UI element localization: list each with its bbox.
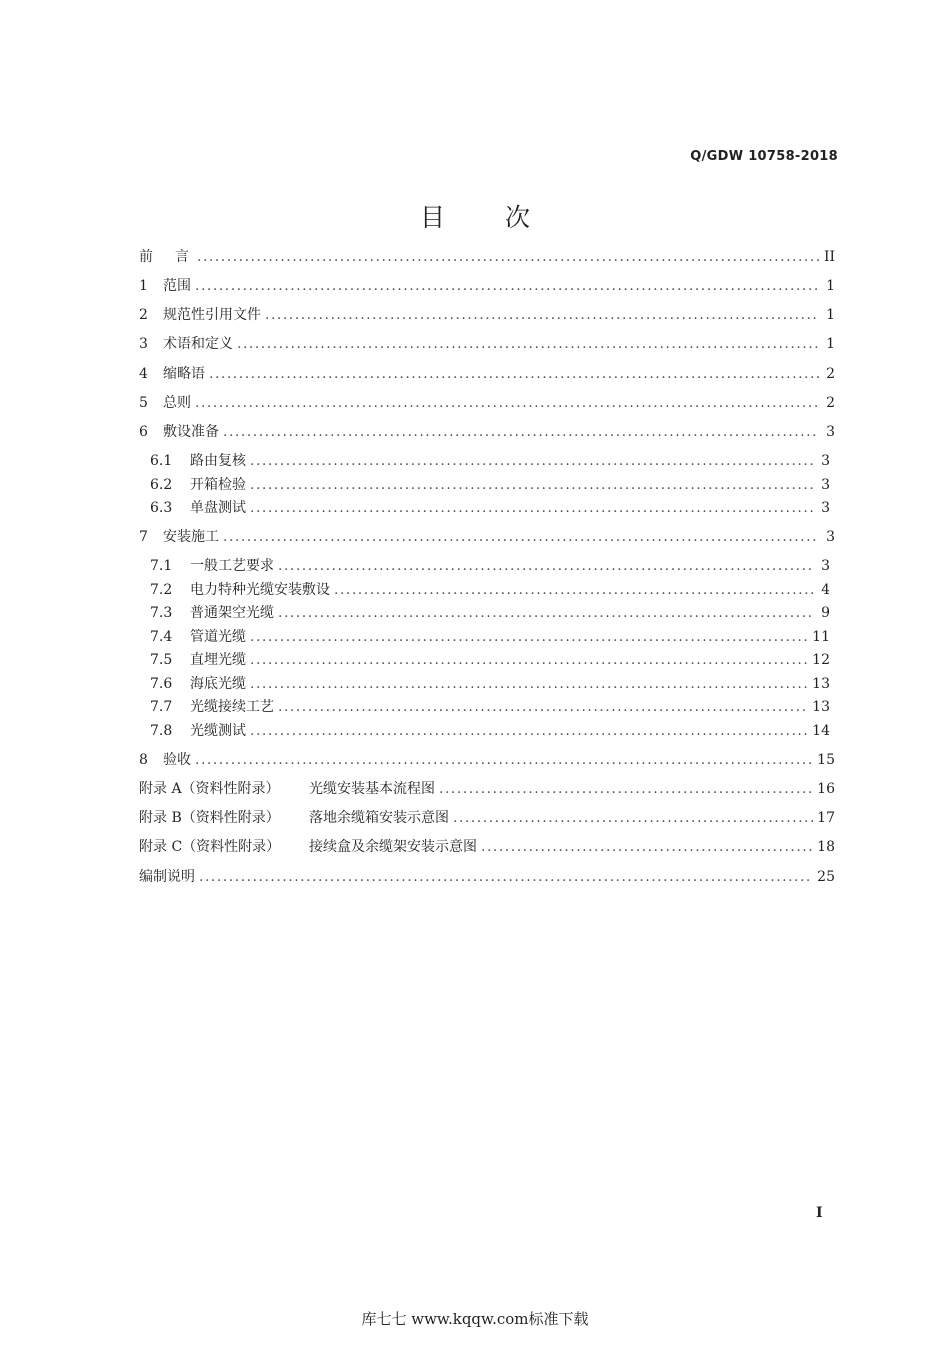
toc-entry-label: 路由复核 bbox=[190, 453, 246, 469]
toc-subentry[interactable] bbox=[150, 475, 830, 495]
toc-entry-number: 7.7 bbox=[150, 699, 173, 715]
toc-entry-page: 17 bbox=[817, 810, 835, 826]
leader-dots bbox=[197, 247, 819, 267]
toc-subentry[interactable] bbox=[150, 721, 830, 741]
toc-entry-number: 6 bbox=[139, 424, 148, 440]
toc-entry-number: 6.2 bbox=[150, 477, 173, 493]
leader-dots bbox=[278, 697, 808, 717]
toc-entry-number: 8 bbox=[139, 752, 148, 768]
toc-entry-number: 7.3 bbox=[150, 605, 173, 621]
leader-dots bbox=[334, 580, 814, 600]
toc-subentry[interactable] bbox=[150, 556, 830, 576]
toc-entry-page: 15 bbox=[817, 752, 835, 768]
toc-subentry[interactable] bbox=[150, 580, 830, 600]
toc-appendix-entry[interactable] bbox=[139, 779, 835, 799]
toc-entry-label: 直埋光缆 bbox=[190, 652, 246, 668]
leader-dots bbox=[278, 603, 814, 623]
toc-entry-label: 验收 bbox=[163, 752, 191, 768]
toc-entry[interactable] bbox=[139, 334, 835, 354]
leader-dots bbox=[223, 422, 819, 442]
toc-entry-label: 编制说明 bbox=[139, 869, 195, 885]
toc-entry-page: II bbox=[823, 249, 835, 265]
toc-entry[interactable] bbox=[139, 750, 835, 770]
toc-subentry[interactable] bbox=[150, 603, 830, 623]
toc-subentry[interactable] bbox=[150, 627, 830, 647]
toc-appendix-entry[interactable] bbox=[139, 808, 835, 828]
leader-dots bbox=[250, 721, 808, 741]
toc-entry-number: 7 bbox=[139, 529, 148, 545]
leader-dots bbox=[209, 364, 819, 384]
leader-dots bbox=[195, 393, 819, 413]
toc-entry-page: 3 bbox=[821, 477, 830, 493]
toc-entry-page: 3 bbox=[826, 424, 835, 440]
toc-entry-label: 光缆接续工艺 bbox=[190, 699, 274, 715]
toc-entry-number: 1 bbox=[139, 278, 148, 294]
toc-subentry[interactable] bbox=[150, 498, 830, 518]
toc-entry-label: 落地余缆箱安装示意图 bbox=[309, 810, 449, 826]
toc-entry-page: 1 bbox=[826, 336, 835, 352]
toc-entry-page: 2 bbox=[826, 366, 835, 382]
toc-entry-number: 5 bbox=[139, 395, 148, 411]
toc-entry-page: 2 bbox=[826, 395, 835, 411]
doc-code: Q/GDW 10758-2018 bbox=[690, 149, 838, 164]
toc-entry-label: 安装施工 bbox=[163, 529, 219, 545]
toc-entry-label: 缩略语 bbox=[163, 366, 205, 382]
footer-watermark: 库七七 www.kqqw.com标准下载 bbox=[361, 1310, 589, 1328]
toc-entry-label: 接续盒及余缆架安装示意图 bbox=[309, 839, 477, 855]
toc-entry-page: 3 bbox=[821, 453, 830, 469]
toc-entry-number: 7.6 bbox=[150, 676, 173, 692]
leader-dots bbox=[195, 276, 819, 296]
toc-entry-page: 13 bbox=[812, 676, 830, 692]
toc-appendix-number: 附录 C（资料性附录） bbox=[139, 839, 281, 855]
toc-entry-label: 术语和定义 bbox=[163, 336, 233, 352]
toc-entry-number: 4 bbox=[139, 366, 148, 382]
leader-dots bbox=[250, 674, 808, 694]
toc-entry[interactable] bbox=[139, 276, 835, 296]
toc-entry-number: 7.4 bbox=[150, 629, 173, 645]
toc-entry-label: 普通架空光缆 bbox=[190, 605, 274, 621]
toc-entry-number: 7.5 bbox=[150, 652, 173, 668]
toc-entry-label: 开箱检验 bbox=[190, 477, 246, 493]
toc-entry-label: 总则 bbox=[163, 395, 191, 411]
toc-entry-page: 25 bbox=[817, 869, 835, 885]
toc-entry-label: 单盘测试 bbox=[190, 500, 246, 516]
toc-entry-label: 前 言 bbox=[139, 249, 193, 265]
leader-dots bbox=[250, 498, 814, 518]
leader-dots bbox=[278, 556, 814, 576]
toc-entry-label: 规范性引用文件 bbox=[163, 307, 261, 323]
toc-entry-label: 光缆测试 bbox=[190, 723, 246, 739]
toc-entry-page: 14 bbox=[812, 723, 830, 739]
toc-entry-number: 6.1 bbox=[150, 453, 173, 469]
toc-entry-number: 7.2 bbox=[150, 582, 173, 598]
toc-entry-page: 3 bbox=[821, 500, 830, 516]
leader-dots bbox=[250, 627, 808, 647]
toc-entry[interactable] bbox=[139, 393, 835, 413]
toc-entry-label: 范围 bbox=[163, 278, 191, 294]
page-number: I bbox=[816, 1205, 823, 1221]
toc-entry[interactable] bbox=[139, 422, 835, 442]
toc-entry-number: 7.8 bbox=[150, 723, 173, 739]
toc-entry-page: 18 bbox=[817, 839, 835, 855]
toc-subentry[interactable] bbox=[150, 674, 830, 694]
toc-appendix-number: 附录 A（资料性附录） bbox=[139, 781, 280, 797]
leader-dots bbox=[223, 527, 819, 547]
toc-entry-number: 7.1 bbox=[150, 558, 173, 574]
toc-entry-label: 电力特种光缆安装敷设 bbox=[190, 582, 330, 598]
toc-entry[interactable] bbox=[139, 305, 835, 325]
toc-entry[interactable] bbox=[139, 364, 835, 384]
toc-entry-number: 2 bbox=[139, 307, 148, 323]
leader-dots bbox=[250, 650, 808, 670]
toc-entry-page: 13 bbox=[812, 699, 830, 715]
toc-subentry[interactable] bbox=[150, 650, 830, 670]
toc-entry-page: 9 bbox=[821, 605, 830, 621]
leader-dots bbox=[237, 334, 819, 354]
leader-dots bbox=[439, 779, 813, 799]
toc-entry[interactable] bbox=[139, 527, 835, 547]
toc-entry-page: 3 bbox=[821, 558, 830, 574]
toc-entry-label: 海底光缆 bbox=[190, 676, 246, 692]
leader-dots bbox=[453, 808, 813, 828]
toc-entry-label: 光缆安装基本流程图 bbox=[309, 781, 435, 797]
leader-dots bbox=[199, 867, 813, 887]
toc-subentry[interactable] bbox=[150, 451, 830, 471]
toc-entry-page: 12 bbox=[812, 652, 830, 668]
leader-dots bbox=[250, 475, 814, 495]
toc-entry-label: 一般工艺要求 bbox=[190, 558, 274, 574]
leader-dots bbox=[195, 750, 813, 770]
toc-entry-label: 敷设准备 bbox=[163, 424, 219, 440]
toc-subentry[interactable] bbox=[150, 697, 830, 717]
leader-dots bbox=[265, 305, 819, 325]
toc-entry-page: 1 bbox=[826, 307, 835, 323]
leader-dots bbox=[481, 837, 813, 857]
toc-entry-label: 管道光缆 bbox=[190, 629, 246, 645]
toc-appendix-number: 附录 B（资料性附录） bbox=[139, 810, 280, 826]
toc-title: 目 次 bbox=[420, 203, 556, 232]
toc-entry[interactable] bbox=[139, 247, 835, 267]
leader-dots bbox=[250, 451, 814, 471]
toc-entry-page: 1 bbox=[826, 278, 835, 294]
toc-entry[interactable] bbox=[139, 867, 835, 887]
toc-appendix-entry[interactable] bbox=[139, 837, 835, 857]
toc-entry-page: 11 bbox=[812, 629, 830, 645]
toc-entry-page: 4 bbox=[821, 582, 830, 598]
toc-entry-page: 16 bbox=[817, 781, 835, 797]
toc-entry-page: 3 bbox=[826, 529, 835, 545]
toc-entry-number: 3 bbox=[139, 336, 148, 352]
toc-entry-number: 6.3 bbox=[150, 500, 173, 516]
